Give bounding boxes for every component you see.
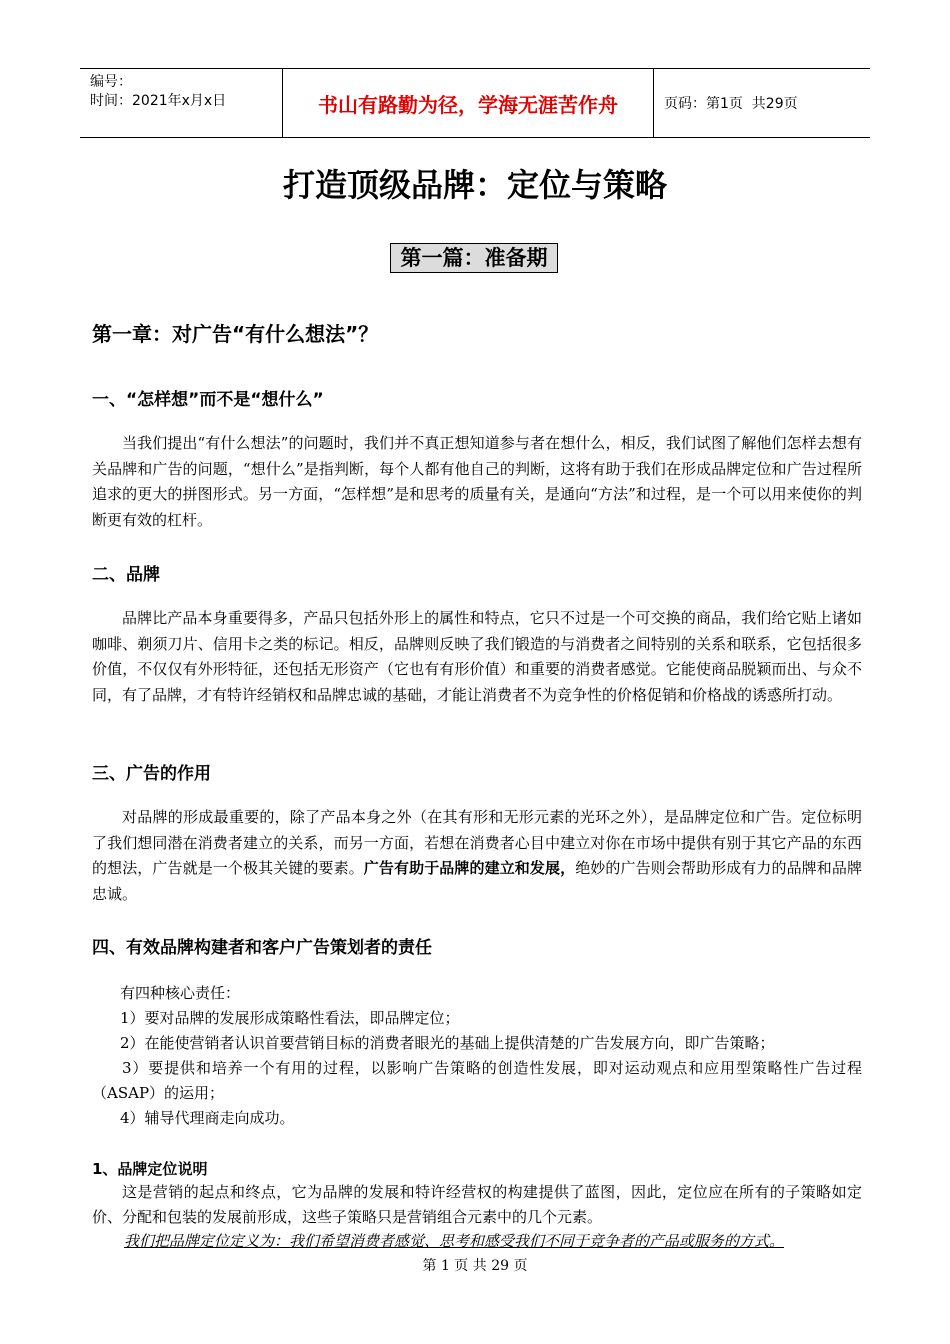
section-body-3 xyxy=(92,805,862,907)
document-title: 打造顶级品牌：定位与策略 xyxy=(282,166,667,204)
time-label: 时间：2021年x月x日 xyxy=(90,93,227,109)
header-table xyxy=(80,68,870,138)
section-heading-3: 三、广告的作用 xyxy=(92,764,211,784)
positioning-definition: 我们把品牌定位定义为：我们希望消费者感觉、思考和感受我们不同于竞争者的产品或服务的方式。 xyxy=(124,1232,785,1250)
header-left-cell xyxy=(80,69,282,137)
subsection-body: 这是营销的起点和终点，它为品牌的发展和特许经营权的构建提供了蓝图，因此，定位应在所有的子策略如定价、分配和包装的发展前形成，这些子策略只是营销组合元素中的几个元素。 xyxy=(92,1183,862,1226)
responsibility-intro: 有四种核心责任： xyxy=(120,984,241,1002)
section-body-3-tail: 绝妙的广告则会帮助形成有力的品牌和品牌忠诚。 xyxy=(92,859,862,903)
page-info: 页码：第1页 共29页 xyxy=(664,96,798,112)
section-body-2: 品牌比产品本身重要得多，产品只包括外形上的属性和特点，它只不过是一个可交换的商品，我们给它贴上诸如咖啡、剃须刀片、信用卡之类的标记。相反，品牌则反映了我们锻造的与消费者之间特别的关系和联系，它包括很多价值，不仅仅有外形特征，还包括无形资产（它也有有形价值）和重要的消费者感觉。它能使商品脱颖而出、与众不同，有了品牌，才有特许经销权和品牌忠诚的基础，才能让消费者不为竞争性的价格促销和价格战的诱惑所打动。 xyxy=(92,609,862,704)
chapter-title: 第一章：对广告“有什么想法”？ xyxy=(92,322,379,346)
serial-label: 编号： xyxy=(90,74,132,90)
section-heading-4: 四、有效品牌构建者和客户广告策划者的责任 xyxy=(92,938,432,958)
page-info-cell xyxy=(654,69,870,137)
section-body-1: 当我们提出“有什么想法”的问题时，我们并不真正想知道参与者在想什么，相反，我们试图了解他们怎样去想有关品牌和广告的问题，“想什么”是指判断，每个人都有他自己的判断，这将有助于我们在形成品牌定位和广告过程所追求的更大的拼图形式。另一方面，“怎样想”是和思考的质量有关，是通向“方法”和过程，是一个可以用来使你的判断更有效的杠杆。 xyxy=(92,434,862,529)
responsibility-item-2: 2）在能使营销者认识首要营销目标的消费者眼光的基础上提供清楚的广告发展方向，即广告策略； xyxy=(120,1034,775,1052)
section-heading-2: 二、品牌 xyxy=(92,565,160,585)
responsibility-item-1: 1）要对品牌的发展形成策略性看法，即品牌定位； xyxy=(120,1009,460,1027)
page-footer: 第 1 页 共 29 页 xyxy=(422,1258,528,1274)
responsibility-item-4: 4）辅导代理商走向成功。 xyxy=(120,1109,295,1127)
section-heading-1: 一、“怎样想”而不是“想什么” xyxy=(92,390,324,410)
motto: 书山有路勤为径，学海无涯苦作舟 xyxy=(282,69,654,137)
part-title: 第一篇：准备期 xyxy=(390,243,558,273)
section-body-3-bold: 广告有助于品牌的建立和发展， xyxy=(363,859,576,877)
subsection-heading: 1、品牌定位说明 xyxy=(92,1160,208,1178)
section-body-3-text: 对品牌的形成最重要的，除了产品本身之外（在其有形和无形元素的光环之外），是品牌定位和广告。定位标明了我们想同潜在消费者建立的关系，而另一方面，若想在消费者心目中建立对你在市场中提供有别于其它产品的东西的想法，广告就是一个极其关键的要素。 xyxy=(92,808,862,877)
responsibility-item-3: 3）要提供和培养一个有用的过程，以影响广告策略的创造性发展，即对运动观点和应用型策略性广告过程（ASAP）的运用； xyxy=(92,1059,862,1102)
